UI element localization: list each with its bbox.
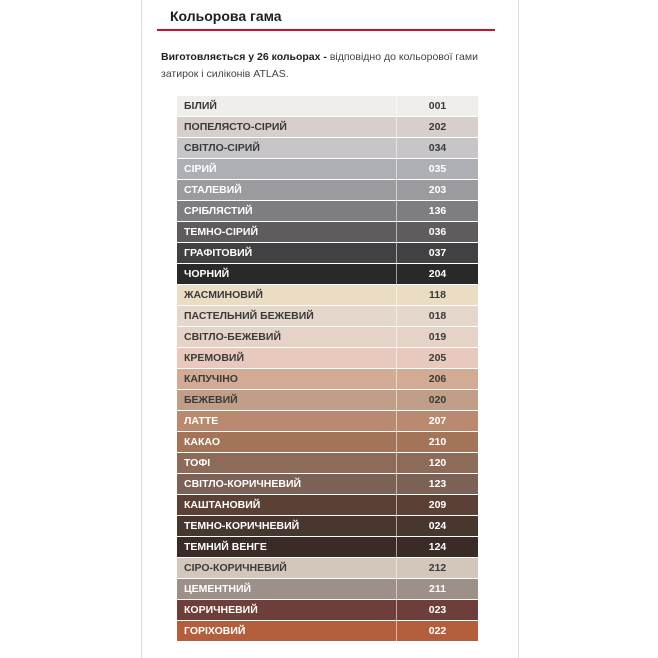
- color-name: КАШТАНОВИЙ: [177, 495, 397, 515]
- color-name: СВІТЛО-БЕЖЕВИЙ: [177, 327, 397, 347]
- color-row: [177, 138, 478, 158]
- color-row: [177, 411, 478, 431]
- color-code: 136: [428, 205, 447, 217]
- page-left-edge: [141, 0, 142, 658]
- color-name: БІЛИЙ: [177, 96, 397, 116]
- color-row: [177, 96, 478, 116]
- color-code: 020: [428, 394, 447, 406]
- color-name: СТАЛЕВИЙ: [177, 180, 397, 200]
- color-name: ЦЕМЕНТНИЙ: [177, 579, 397, 599]
- color-code: 034: [428, 142, 447, 154]
- color-name: ЛАТТЕ: [177, 411, 397, 431]
- color-code: 206: [428, 373, 447, 385]
- color-row: [177, 390, 478, 410]
- color-name: СІРИЙ: [177, 159, 397, 179]
- color-name: КРЕМОВИЙ: [177, 348, 397, 368]
- color-name: ЧОРНИЙ: [177, 264, 397, 284]
- color-code: 124: [428, 541, 447, 553]
- color-row: [177, 243, 478, 263]
- color-code: 212: [428, 562, 447, 574]
- page-title: Кольорова гама: [170, 8, 282, 24]
- color-code: 205: [428, 352, 447, 364]
- color-name: СРІБЛЯСТИЙ: [177, 201, 397, 221]
- color-row: [177, 432, 478, 452]
- color-row: [177, 600, 478, 620]
- color-name: ГРАФІТОВИЙ: [177, 243, 397, 263]
- color-name: ТОФІ: [177, 453, 397, 473]
- color-row: [177, 159, 478, 179]
- color-name: КОРИЧНЕВИЙ: [177, 600, 397, 620]
- intro-regular-text: відповідно до кольорової гами затирок і силіконів ATLAS.: [161, 51, 478, 80]
- color-name: ПОПЕЛЯСТО-СІРИЙ: [177, 117, 397, 137]
- intro-paragraph: [161, 49, 496, 83]
- color-code: 001: [428, 100, 447, 112]
- color-row: [177, 369, 478, 389]
- color-name: КАПУЧІНО: [177, 369, 397, 389]
- color-name: КАКАО: [177, 432, 397, 452]
- title-underline: [157, 29, 495, 31]
- color-row: [177, 327, 478, 347]
- color-name: ТЕМНО-КОРИЧНЕВИЙ: [177, 516, 397, 536]
- color-code: 019: [428, 331, 447, 343]
- color-name: БЕЖЕВИЙ: [177, 390, 397, 410]
- color-code: 209: [428, 499, 447, 511]
- color-table: [177, 96, 478, 642]
- color-code: 036: [428, 226, 447, 238]
- color-code: 037: [428, 247, 447, 259]
- color-row: [177, 453, 478, 473]
- color-row: [177, 180, 478, 200]
- color-code: 202: [428, 121, 447, 133]
- color-name: ТЕМНИЙ ВЕНГЕ: [177, 537, 397, 557]
- color-code: 118: [429, 289, 446, 301]
- color-name: ГОРІХОВИЙ: [177, 621, 397, 641]
- color-row: [177, 558, 478, 578]
- color-code: 123: [428, 478, 447, 490]
- color-row: [177, 537, 478, 557]
- color-name: СВІТЛО-СІРИЙ: [177, 138, 397, 158]
- color-code: 211: [429, 583, 446, 595]
- color-row: [177, 117, 478, 137]
- color-name: СІРО-КОРИЧНЕВИЙ: [177, 558, 397, 578]
- color-code: 204: [428, 268, 447, 280]
- color-row: [177, 222, 478, 242]
- color-name: СВІТЛО-КОРИЧНЕВИЙ: [177, 474, 397, 494]
- color-code: 203: [428, 184, 447, 196]
- color-code: 210: [428, 436, 447, 448]
- color-row: [177, 516, 478, 536]
- color-row: [177, 495, 478, 515]
- color-row: [177, 285, 478, 305]
- color-row: [177, 264, 478, 284]
- color-code: 207: [428, 415, 447, 427]
- color-code: 022: [428, 625, 447, 637]
- page-right-edge: [518, 0, 519, 658]
- color-name: ЖАСМИНОВИЙ: [177, 285, 397, 305]
- color-row: [177, 348, 478, 368]
- color-code: 023: [428, 604, 447, 616]
- color-code: 120: [428, 457, 447, 469]
- color-row: [177, 474, 478, 494]
- color-row: [177, 201, 478, 221]
- color-row: [177, 306, 478, 326]
- intro-bold-text: Виготовляється у 26 кольорах -: [161, 51, 327, 63]
- color-code: 024: [428, 520, 447, 532]
- color-row: [177, 621, 478, 641]
- color-name: ТЕМНО-СІРИЙ: [177, 222, 397, 242]
- color-row: [177, 579, 478, 599]
- color-name: ПАСТЕЛЬНИЙ БЕЖЕВИЙ: [177, 306, 397, 326]
- color-code: 018: [428, 310, 447, 322]
- color-code: 035: [428, 163, 447, 175]
